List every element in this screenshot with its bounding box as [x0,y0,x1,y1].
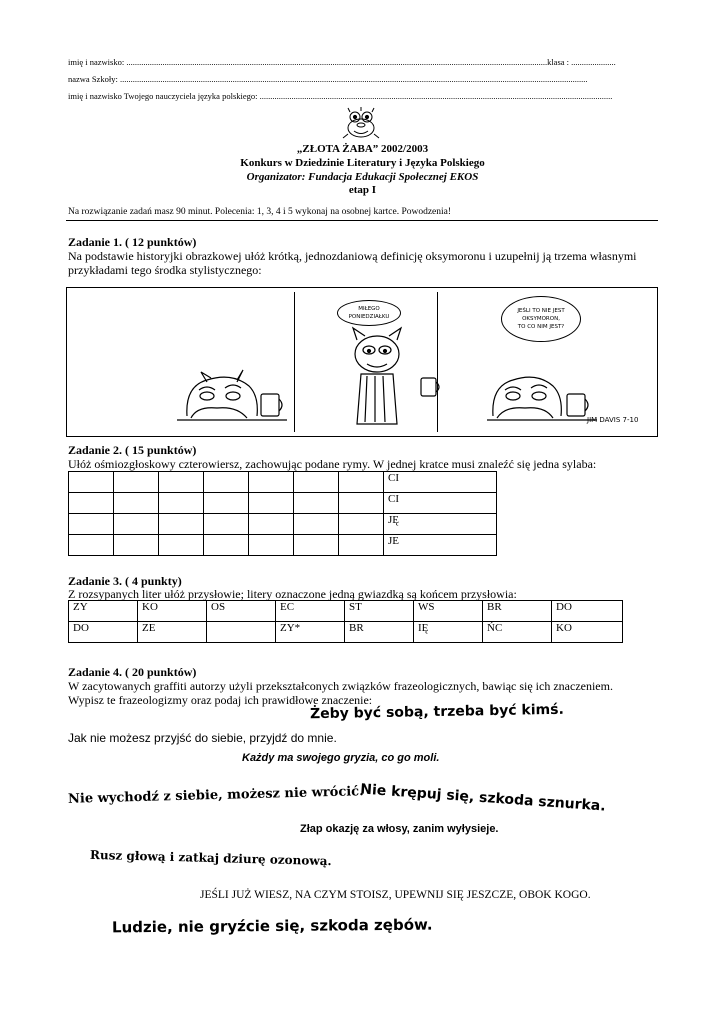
header-school-line [68,74,587,84]
letters-cell: BR [483,601,552,622]
bubble2-line1: JEŚLI TO NIE JEST [517,308,565,314]
graffiti-1: Żeby być sobą, trzeba być kimś. [309,701,564,723]
letters-table [68,600,623,643]
comic-panel-2-mug-icon [419,376,443,400]
teacher-label: imię i nazwisko Twojego nauczyciela języka polskiego: [68,91,258,101]
letters-cell: WS [414,601,483,622]
task1-heading: Zadanie 1. ( 12 punktów) [68,235,197,249]
bubble2-line3: TO CO NIM JEST? [517,324,565,330]
syllable-cell[interactable] [249,472,294,493]
header-divider [66,220,658,221]
syllable-cell[interactable] [249,535,294,556]
task3-text: Z rozsypanych liter ułóż przysłowie; litery oznaczone jedną gwiazdką są końcem przysłowia: [68,587,517,601]
letters-cell: BR [345,622,414,643]
comic-panel-3-garfield-icon [487,350,597,426]
syllable-cell[interactable] [294,535,339,556]
task1-line1: Na podstawie historyjki obrazkowej ułóż krótką, jednozdaniową definicję oksymoronu i uzupełnij ją trzema własnymi [68,249,637,263]
syllable-cell[interactable] [114,514,159,535]
speech-bubble-1 [337,300,401,326]
graffiti-6: Złap okazję za włosy, zanim wyłysieje. [300,823,499,835]
syllable-grid [68,471,497,556]
syllable-cell[interactable] [249,493,294,514]
syllable-cell[interactable] [114,472,159,493]
header-teacher-line [68,91,612,101]
contest-title: „ZŁOTA ŻABA” 2002/2003 [296,143,429,155]
header-name-line [68,57,616,67]
letters-row [69,601,623,622]
mug-icon [567,394,588,416]
syllable-cell[interactable] [114,493,159,514]
syllable-cell[interactable] [204,535,249,556]
syllable-cell[interactable] [159,535,204,556]
frog-logo-icon [340,106,382,140]
task2-text: Ułóż ośmiozgłoskowy czterowiersz, zachowując podane rymy. W jednej kratce musi znaleźć się jedna sylaba: [68,457,597,471]
school-label: nazwa Szkoły: [68,74,118,84]
comic-panel-2-garfield-icon [345,324,415,434]
syllable-cell[interactable] [114,535,159,556]
letters-cell [207,622,276,643]
syllable-cell[interactable] [249,514,294,535]
letters-cell: ŃC [483,622,552,643]
mug-icon [261,394,282,416]
instructions: Na rozwiązanie zadań masz 90 minut. Polecenia: 1, 3, 4 i 5 wykonaj na osobnej kartce. Powodzenia! [68,207,452,217]
rhyme-cell: JĘ [384,514,497,535]
school-dots: ............................................................................................................................................................................................................................ [119,74,588,84]
letters-cell: ZY [69,601,138,622]
graffiti-9: Ludzie, nie gryźcie się, szkoda zębów. [111,915,433,937]
rhyme-cell: JE [384,535,497,556]
syllable-cell[interactable] [294,472,339,493]
syllable-cell[interactable] [339,514,384,535]
rhyme-cell: CI [384,472,497,493]
task2-heading: Zadanie 2. ( 15 punktów) [68,443,197,457]
letters-row [69,622,623,643]
letters-cell: ZY* [276,622,345,643]
letters-cell: KO [138,601,207,622]
syllable-cell[interactable] [69,535,114,556]
class-dots: ..................... [571,57,616,67]
task4-heading: Zadanie 4. ( 20 punktów) [68,665,197,679]
letters-cell: DO [69,622,138,643]
syllable-cell[interactable] [339,493,384,514]
syllable-cell[interactable] [69,514,114,535]
syllable-cell[interactable] [69,493,114,514]
teacher-dots: ...................................................................................................................................................................... [259,91,613,101]
name-label: imię i nazwisko: [68,57,125,67]
syllable-cell[interactable] [339,472,384,493]
syllable-cell[interactable] [159,472,204,493]
graffiti-3: Każdy ma swojego gryzia, co go moli. [242,752,440,764]
task3-heading: Zadanie 3. ( 4 punkty) [68,574,182,588]
rhyme-cell: CI [384,493,497,514]
syllable-row [69,493,497,514]
comic-panel-1-garfield-icon [177,336,287,428]
bubble1-line2: PONIEDZIAŁKU [348,314,390,320]
speech-bubble-2 [501,296,581,342]
bubble2-line2: OKSYMORON, [522,316,560,322]
task4-line2: Wypisz te frazeologizmy oraz podaj ich prawidłowe znaczenie: [68,693,373,707]
syllable-cell[interactable] [204,493,249,514]
letters-cell: KO [552,622,623,643]
graffiti-7: Rusz głową i zatkaj dziurę ozonową. [89,847,332,869]
syllable-row [69,514,497,535]
syllable-row [69,535,497,556]
letters-cell: ZE [138,622,207,643]
comic-strip [66,287,658,437]
syllable-cell[interactable] [294,514,339,535]
panel-divider-2 [437,292,438,432]
contest-stage: etap I [348,184,377,196]
name-dots: ...................................................................................................................................................................................................... [126,57,548,67]
syllable-cell[interactable] [69,472,114,493]
comic-signature: JIM DAVIS 7-10 [587,416,639,424]
syllable-cell[interactable] [204,514,249,535]
syllable-cell[interactable] [204,472,249,493]
task1-line2: przykładami tego środka stylistycznego: [68,263,262,277]
graffiti-2: Jak nie możesz przyjść do siebie, przyjdź do mnie. [68,731,337,745]
syllable-row [69,472,497,493]
contest-subtitle: Konkurs w Dziedzinie Literatury i Języka Polskiego [240,157,485,169]
graffiti-5: Nie krępuj się, szkoda sznurka. [359,781,607,815]
contest-organizer: Organizator: Fundacja Edukacji Społecznej EKOS [246,171,479,183]
letters-cell: IĘ [414,622,483,643]
bubble1-line1: MIŁEGO [358,306,380,312]
syllable-cell[interactable] [159,493,204,514]
letters-cell: DO [552,601,623,622]
syllable-cell[interactable] [294,493,339,514]
syllable-cell[interactable] [159,514,204,535]
copyright-note-icon [303,318,307,414]
panel-divider-1 [294,292,295,432]
class-label: klasa : [547,57,570,67]
letters-cell: EC [276,601,345,622]
graffiti-4: Nie wychodź z siebie, możesz nie wrócić. [67,784,364,807]
graffiti-8: JEŚLI JUŻ WIESZ, NA CZYM STOISZ, UPEWNIJ SIĘ JESZCZE, OBOK KOGO. [200,889,591,901]
letters-cell: ST [345,601,414,622]
task4-line1: W zacytowanych graffiti autorzy użyli przekształconych związków frazeologicznych, bawiąc się ich znaczeniem. [68,679,613,693]
syllable-cell[interactable] [339,535,384,556]
letters-cell: OS [207,601,276,622]
